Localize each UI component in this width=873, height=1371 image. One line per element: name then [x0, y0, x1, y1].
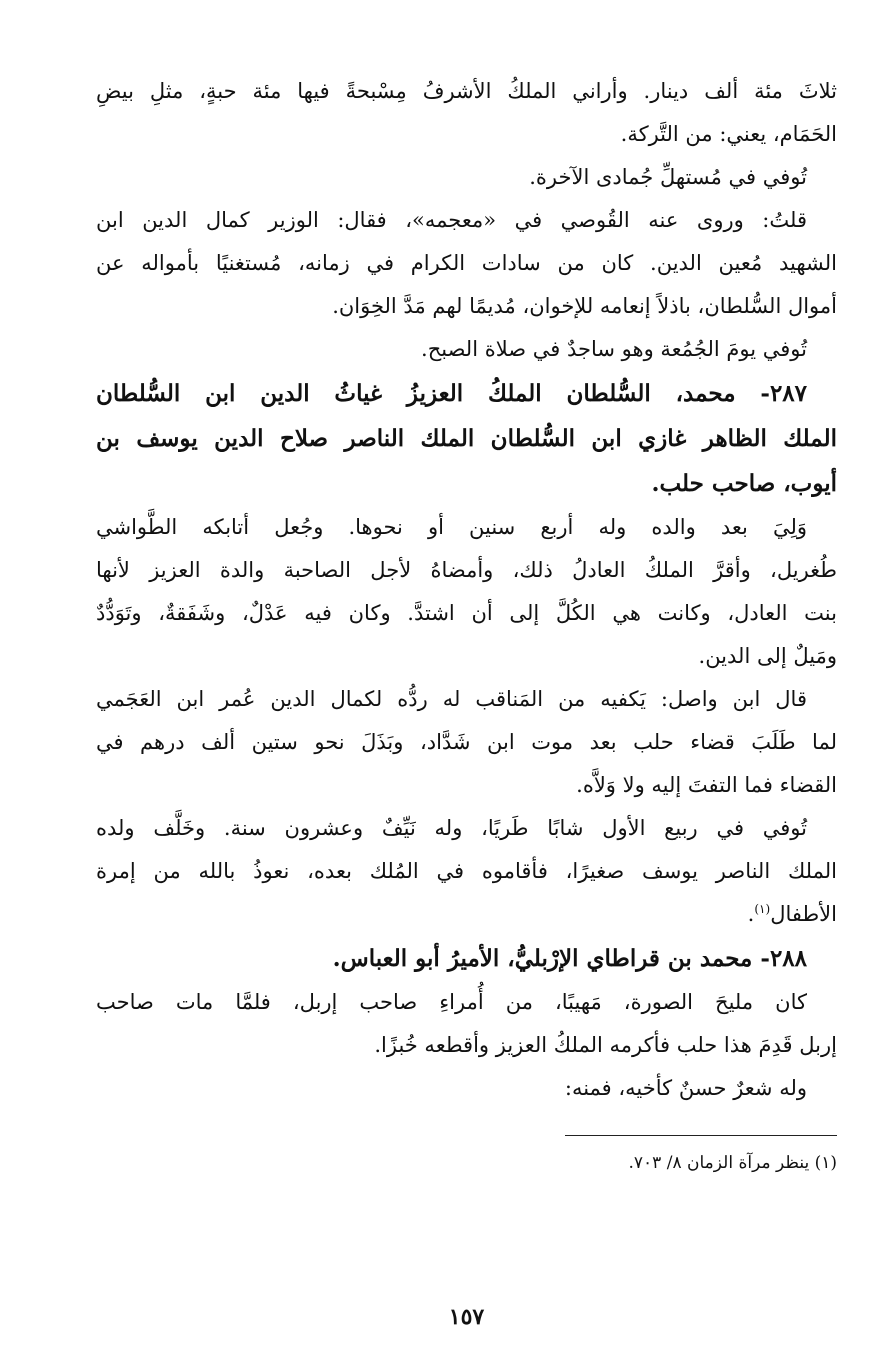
text-line: قلتُ: وروى عنه القُوصي في «معجمه»، فقال: الوزير كمال الدين ابن — [96, 208, 807, 232]
page-number: ١٥٧ — [448, 1304, 485, 1330]
text-line: أموال السُّلطان، باذلاً إنعامه للإخوان، مُديمًا لهم مَدَّ الخِوَان. — [332, 294, 837, 318]
text-line: تُوفي في ربيع الأول شابًا طَريًا، وله نَيِّفٌ وعشرون سنة. وخَلَّف ولده — [96, 816, 807, 840]
text-line: بنت العادل، وكانت هي الكُلَّ إلى أن اشتدَّ. وكان فيه عَدْلٌ، وشَفَقةٌ، وتَوَدُّدٌ — [96, 601, 837, 625]
entry-heading: ٢٨٨- محمد بن قراطاي الإرْبليُّ، الأميرُ أبو العباس. — [332, 945, 807, 972]
footnote-marker: (١) — [754, 902, 771, 916]
text-line: وَلِيَ بعد والده وله أربع سنين أو نحوها. وجُعل أتابكه الطَّواشي — [96, 515, 807, 539]
footnote-divider — [565, 1135, 837, 1136]
main-text — [96, 70, 837, 1110]
entry-heading: ٢٨٧- محمد، السُّلطان الملكُ العزيزُ غياثُ الدين ابن السُّلطان — [96, 380, 807, 407]
text-line: تُوفي يومَ الجُمُعة وهو ساجدٌ في صلاة الصبح. — [421, 337, 807, 361]
text-line: وله شعرٌ حسنٌ كأخيه، فمنه: — [564, 1076, 807, 1100]
text-line: القضاء فما التفتَ إليه ولا وَلاَّه. — [576, 773, 837, 797]
text-line: الأطفال$^{(١)}$. — [747, 902, 837, 926]
text-line: كان مليحَ الصورة، مَهيبًا، من أُمراءِ صاحب إربل، فلمَّا مات صاحب — [96, 990, 807, 1014]
text-line: ومَيلٌ إلى الدين. — [698, 644, 837, 668]
entry-heading: الملك الظاهر غازي ابن السُّلطان الملك الناصر صلاح الدين يوسف بن — [96, 425, 837, 452]
text-line: تُوفي في مُستهلِّ جُمادى الآخرة. — [529, 165, 807, 189]
text-line: قال ابن واصل: يَكفيه من المَناقب له ردُّه لكمال الدين عُمر ابن العَجَمي — [96, 687, 807, 711]
text-fragment: الأطفال — [770, 902, 837, 926]
text-line: الحَمَام، يعني: من التَّركة. — [620, 122, 837, 146]
text-line: إربل قَدِمَ هذا حلب فأكرمه الملكُ العزيز وأقطعه خُبزًا. — [374, 1033, 837, 1057]
page-body — [96, 70, 837, 1371]
text-line: طُغريل، وأقرَّ الملكُ العادلُ ذلك، وأمضاهُ لأجل الصاحبة والدة العزيز لأنها — [96, 558, 837, 582]
footnote: (١) ينظر مرآة الزمان ٨/ ٧٠٣. — [628, 1153, 837, 1173]
text-line: ثلاثَ مئة ألف دينار. وأراني الملكُ الأشرفُ مِسْبحةً فيها مئة حبةٍ، مثلِ بيضِ — [96, 79, 837, 103]
text-line: لما طَلَبَ قضاء حلب بعد موت ابن شَدَّاد، وبَذَلَ نحو ستين ألف درهم في — [96, 730, 837, 754]
text-line: الشهيد مُعين الدين. كان من سادات الكرام في زمانه، مُستغنيًا بأمواله عن — [96, 251, 837, 275]
text-line: الملك الناصر يوسف صغيرًا، فأقاموه في المُلك بعده، نعوذُ بالله من إمرة — [96, 859, 837, 883]
entry-heading: أيوب، صاحب حلب. — [651, 470, 837, 497]
